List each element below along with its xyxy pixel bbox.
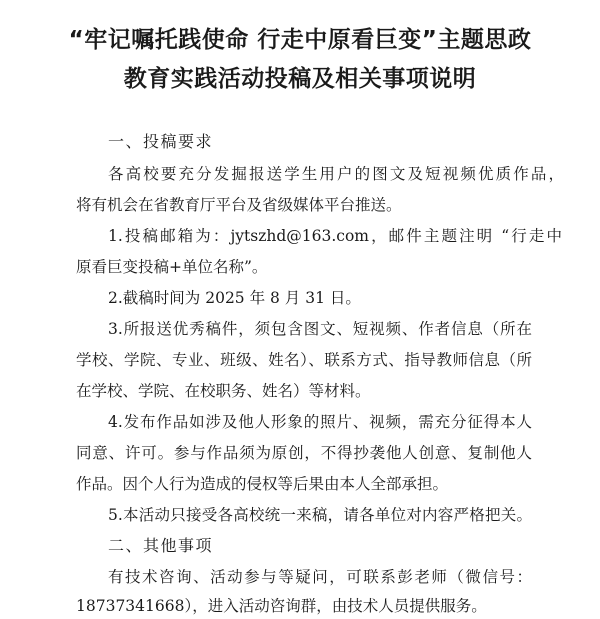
paragraph-intro-line-1: 各高校要充分发掘报送学生用户的图文及短视频优质作品，	[108, 165, 564, 183]
document-title-line-2: 教育实践活动投稿及相关事项说明	[123, 66, 477, 92]
document-title-line-1: “牢记嘱托践使命 行走中原看巨变”主题思政	[68, 27, 532, 53]
paragraph-item1-line-2: 原看巨变投稿+单位名称”。	[76, 258, 268, 276]
paragraph-item4-line-2: 同意、许可。参与作品须为原创，不得抄袭他人创意、复制他人	[76, 444, 532, 462]
paragraph-item3-line-1: 3.所报送优秀稿件，须包含图文、短视频、作者信息（所在	[108, 320, 532, 338]
section-heading-submission-requirements: 一、投稿要求	[108, 132, 214, 151]
paragraph-item3-line-2: 学校、学院、专业、班级、姓名）、联系方式、指导教师信息（所	[76, 351, 532, 369]
section-heading-other-matters: 二、其他事项	[108, 536, 214, 555]
paragraph-contact-line-1: 有技术咨询、活动参与等疑问，可联系彭老师（微信号：	[108, 568, 532, 586]
paragraph-item3-line-3: 在学校、学院、在校职务、姓名）等材料。	[76, 382, 371, 400]
paragraph-intro-line-2: 将有机会在省教育厅平台及省级媒体平台推送。	[76, 196, 402, 214]
paragraph-item5-line-1: 5.本活动只接受各高校统一来稿，请各单位对内容严格把关。	[108, 506, 532, 524]
paragraph-item2-line-1: 2.截稿时间为 2025 年 8 月 31 日。	[108, 289, 361, 307]
paragraph-item4-line-3: 作品。因个人行为造成的侵权等后果由本人全部承担。	[76, 475, 449, 493]
paragraph-contact-line-2: 18737341668），进入活动咨询群，由技术人员提供服务。	[76, 597, 487, 615]
paragraph-item4-line-1: 4.发布作品如涉及他人形象的照片、视频，需充分征得本人	[108, 413, 532, 431]
paragraph-item1-line-1: 1.投稿邮箱为：jytszhd@163.com，邮件主题注明 “行走中	[108, 227, 562, 245]
